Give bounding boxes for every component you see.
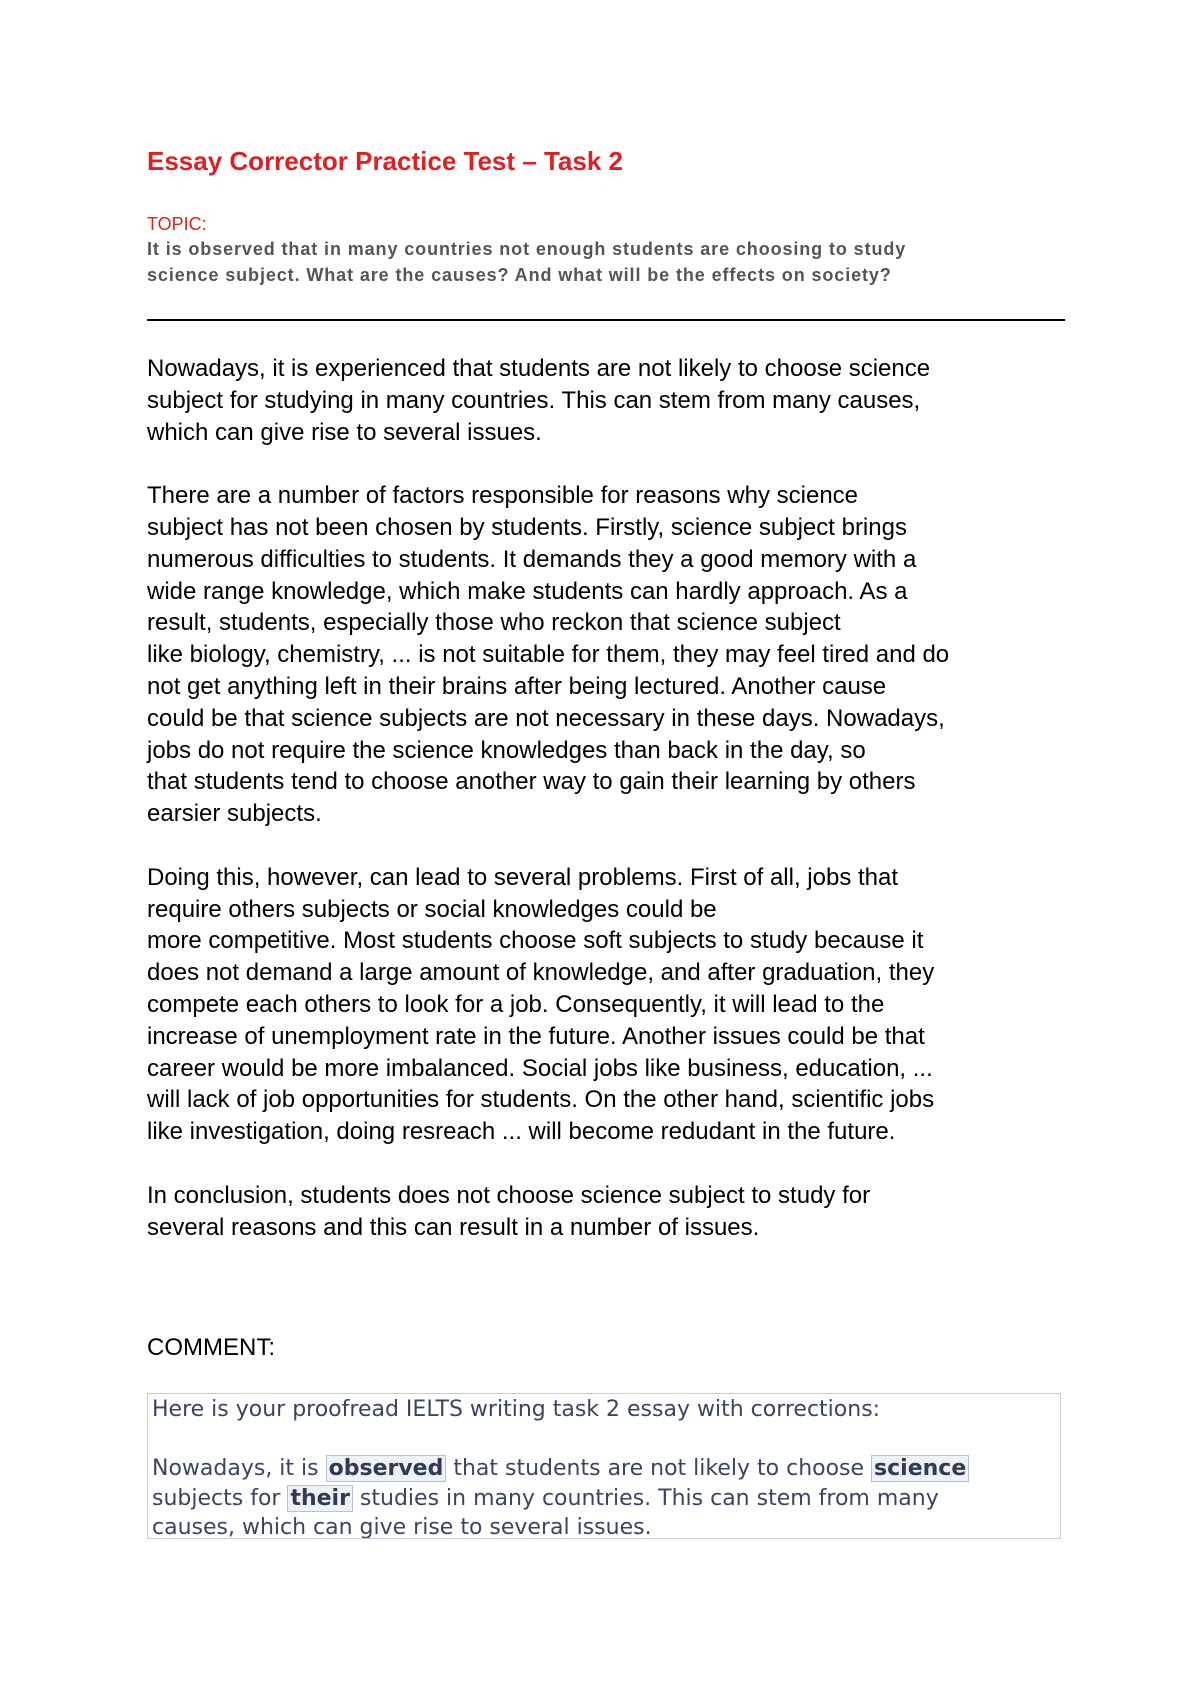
essay-line: which can give rise to several issues. <box>147 418 542 446</box>
essay-line: jobs do not require the science knowledges than back in the day, so <box>147 736 866 764</box>
comment-text: studies in many countries. This can stem from many <box>352 1485 939 1511</box>
essay-line: Doing this, however, can lead to several problems. First of all, jobs that <box>147 863 899 891</box>
essay-paragraph-conclusion <box>147 1180 1065 1244</box>
comment-text: that students are not likely to choose <box>446 1456 872 1481</box>
essay-line: will lack of job opportunities for students. On the other hand, scientific jobs <box>147 1086 935 1114</box>
essay-line: more competitive. Most students choose soft subjects to study because it <box>147 927 924 955</box>
comment-intro: Here is your proofread IELTS writing task 2 essay with corrections: <box>152 1397 881 1422</box>
essay-line: wide range knowledge, which make students can hardly approach. As a <box>147 577 908 605</box>
essay-paragraph-effects <box>147 862 1065 1148</box>
essay-line: There are a number of factors responsible for reasons why science <box>147 482 859 510</box>
correction-highlight: science <box>871 1455 969 1482</box>
essay-paragraph-intro <box>147 353 1065 448</box>
topic-text <box>147 236 1065 288</box>
essay-line: like biology, chemistry, ... is not suitable for them, they may feel tired and do <box>147 641 950 669</box>
essay-line: compete each others to look for a job. Consequently, it will lead to the <box>147 990 885 1018</box>
essay-line: like investigation, doing resreach ... will become redudant in the future. <box>147 1118 896 1146</box>
essay-line: does not demand a large amount of knowledge, and after graduation, they <box>147 959 935 987</box>
horizontal-divider <box>147 319 1065 321</box>
essay-body <box>147 353 1065 1275</box>
essay-line: result, students, especially those who reckon that science subject <box>147 609 841 637</box>
topic-line: science subject. What are the causes? And what will be the effects on society? <box>147 265 892 285</box>
comment-label: COMMENT: <box>147 1334 275 1361</box>
essay-line: subject has not been chosen by students. Firstly, science subject brings <box>147 513 907 541</box>
essay-line: Nowadays, it is experienced that students are not likely to choose science <box>147 355 931 382</box>
topic-label: TOPIC: <box>147 214 207 234</box>
topic-line: It is observed that in many countries not enough students are choosing to study <box>147 239 907 259</box>
comment-text: subjects for <box>152 1485 288 1511</box>
essay-line: earsier subjects. <box>147 800 322 828</box>
essay-line: subject for studying in many countries. This can stem from many causes, <box>147 386 921 414</box>
essay-line: increase of unemployment rate in the future. Another issues could be that <box>147 1022 925 1050</box>
essay-line: require others subjects or social knowledges could be <box>147 895 717 923</box>
document-title: Essay Corrector Practice Test – Task 2 <box>147 146 623 176</box>
essay-line: In conclusion, students does not choose science subject to study for <box>147 1181 871 1209</box>
comment-spacer <box>152 1425 1056 1455</box>
comment-line: causes, which can give rise to several issues. <box>152 1515 652 1539</box>
comment-line <box>152 1454 1056 1484</box>
essay-line: not get anything left in their brains after being lectured. Another cause <box>147 672 887 700</box>
comment-box <box>147 1393 1061 1539</box>
correction-highlight: observed <box>326 1455 447 1482</box>
essay-paragraph-causes <box>147 480 1065 830</box>
correction-highlight: their <box>287 1485 353 1512</box>
comment-text: Nowadays, it is <box>152 1456 326 1481</box>
essay-line: numerous difficulties to students. It demands they a good memory with a <box>147 545 917 573</box>
essay-line: career would be more imbalanced. Social jobs like business, education, ... <box>147 1054 933 1082</box>
essay-line: could be that science subjects are not necessary in these days. Nowadays, <box>147 704 945 732</box>
essay-line: that students tend to choose another way to gain their learning by others <box>147 768 916 796</box>
essay-line: several reasons and this can result in a number of issues. <box>147 1213 760 1241</box>
comment-line <box>152 1484 1056 1514</box>
